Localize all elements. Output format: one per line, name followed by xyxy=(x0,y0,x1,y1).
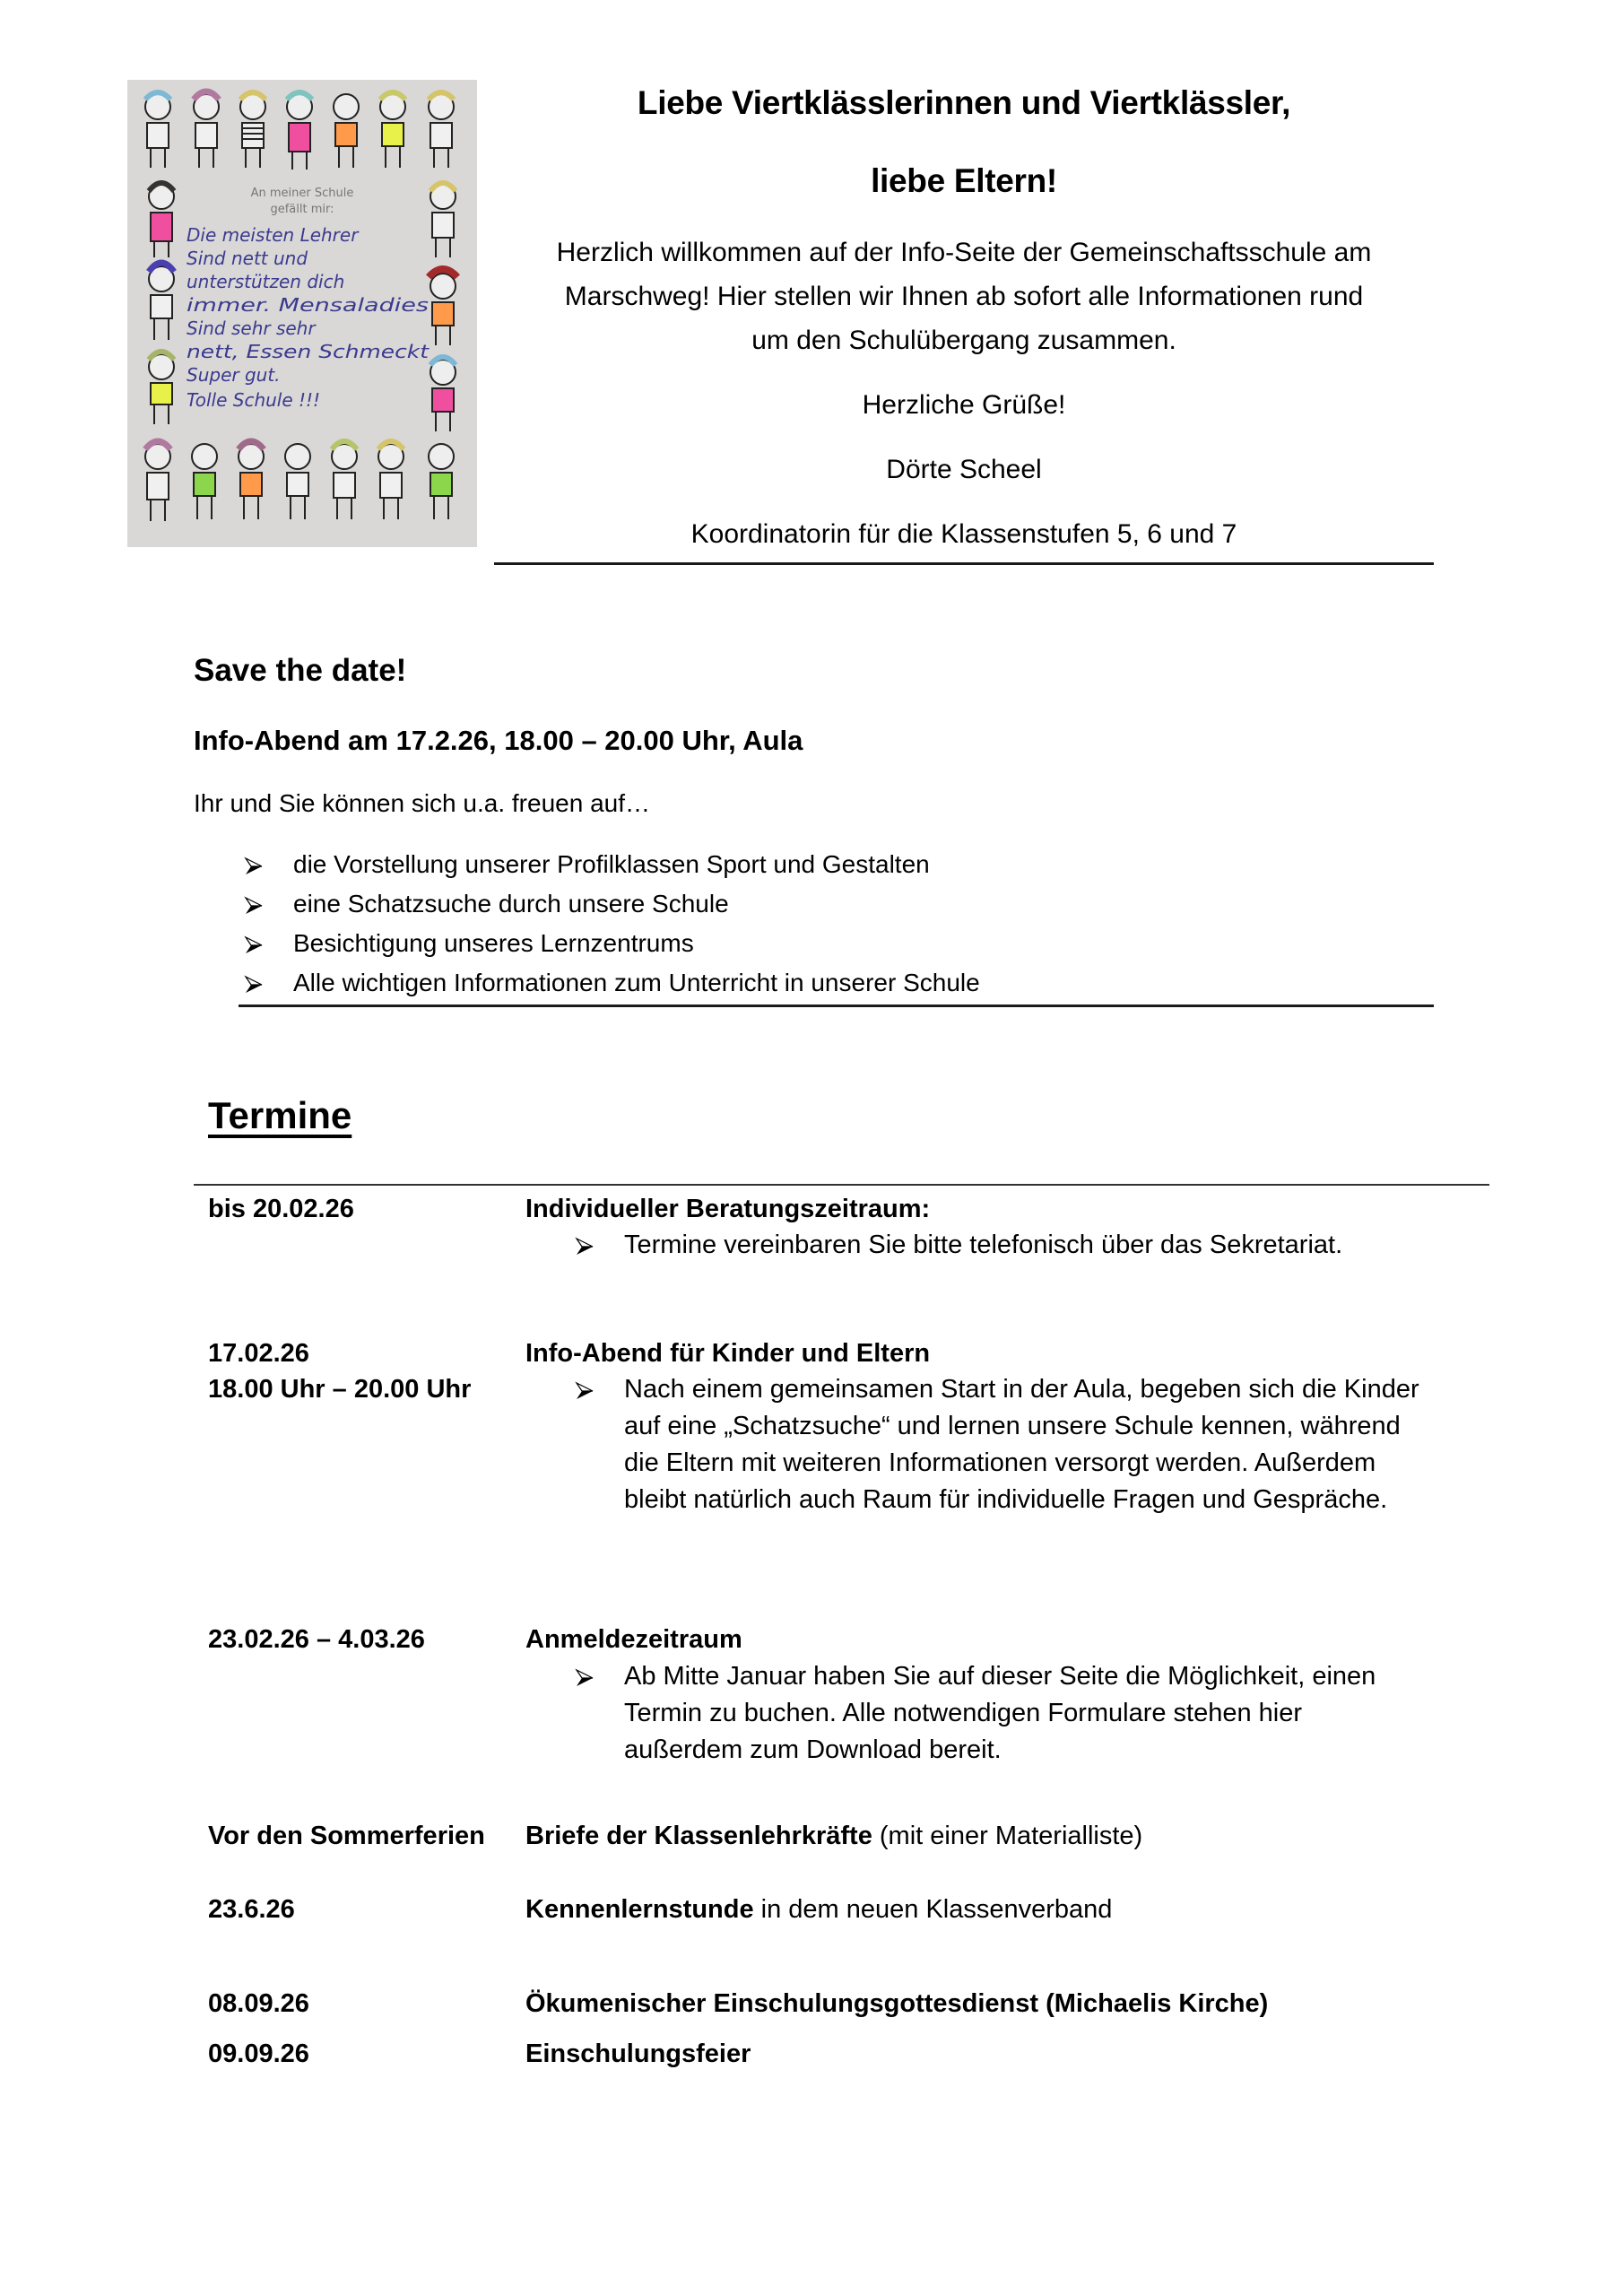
termine-row-title: Kennenlernstunde xyxy=(525,1895,754,1924)
termine-row-bullet-text: Termin zu buchen. Alle notwendigen Formulare stehen hier xyxy=(624,1699,1303,1727)
page-title-line1: Liebe Viertklässlerinnen und Viertklässler, xyxy=(637,84,1291,121)
list-item: Besichtigung unseres Lernzentrums xyxy=(293,929,694,957)
termine-row-bullet-text: bleibt natürlich auch Raum für individuelle Fragen und Gespräche. xyxy=(624,1485,1388,1514)
termine-row-title-wrap xyxy=(525,1822,1142,1851)
termine-row-title: Briefe der Klassenlehrkräfte xyxy=(525,1822,872,1850)
arrowhead-bullet-icon xyxy=(575,1668,595,1688)
greeting: Herzliche Grüße! xyxy=(862,390,1066,420)
termine-row-bullet-text: Termine vereinbaren Sie bitte telefonisch über das Sekretariat. xyxy=(624,1231,1343,1259)
save-the-date-divider xyxy=(239,1004,1434,1007)
save-the-date-event: Info-Abend am 17.2.26, 18.00 – 20.00 Uhr, Aula xyxy=(194,725,803,756)
termine-row-title: Anmeldezeitraum xyxy=(525,1625,742,1654)
arrowhead-bullet-icon xyxy=(244,935,264,955)
page-title-line2: liebe Eltern! xyxy=(871,162,1057,199)
signature-name: Dörte Scheel xyxy=(886,455,1042,484)
termine-row-date: 08.09.26 xyxy=(208,1989,309,2018)
svg-text:immer. Mensaladies: immer. Mensaladies xyxy=(187,294,429,316)
arrowhead-bullet-icon xyxy=(575,1381,595,1401)
list-item: die Vorstellung unserer Profilklassen Sport und Gestalten xyxy=(293,850,930,878)
termine-divider xyxy=(194,1184,1489,1186)
intro-line-1: Herzlich willkommen auf der Info-Seite der Gemeinschaftsschule am xyxy=(556,238,1372,267)
save-the-date-lead: Ihr und Sie können sich u.a. freuen auf… xyxy=(194,789,650,817)
termine-row-bullet-text: Ab Mitte Januar haben Sie auf dieser Seite die Möglichkeit, einen xyxy=(624,1662,1376,1691)
termine-row-date: 09.09.26 xyxy=(208,2039,309,2068)
termine-row-title: Einschulungsfeier xyxy=(525,2039,751,2068)
termine-row-title: Individueller Beratungszeitraum: xyxy=(525,1195,931,1223)
termine-row-date: 23.02.26 – 4.03.26 xyxy=(208,1625,425,1654)
termine-row-title: Ökumenischer Einschulungsgottesdienst (Michaelis Kirche) xyxy=(525,1989,1269,2018)
header-divider xyxy=(494,562,1434,565)
svg-text:Sind nett und: Sind nett und xyxy=(187,248,308,269)
termine-row-bullet-text: Nach einem gemeinsamen Start in der Aula, begeben sich die Kinder xyxy=(624,1375,1419,1404)
svg-text:Tolle Schule !!!: Tolle Schule !!! xyxy=(187,389,321,411)
intro-line-3: um den Schulübergang zusammen. xyxy=(751,326,1176,355)
list-item: Alle wichtigen Informationen zum Unterricht in unserer Schule xyxy=(293,969,980,996)
termine-row-bullet-text: die Eltern mit weiteren Informationen versorgt werden. Außerdem xyxy=(624,1448,1376,1477)
svg-text:Sind sehr sehr: Sind sehr sehr xyxy=(187,317,316,339)
drawing-illustration xyxy=(127,80,477,547)
termine-row-date: 23.6.26 xyxy=(208,1895,295,1924)
termine-row-title-suffix: in dem neuen Klassenverband xyxy=(753,1895,1113,1924)
termine-row-date: Vor den Sommerferien xyxy=(208,1822,485,1850)
termine-row-date: 17.02.26 xyxy=(208,1339,309,1368)
termine-row-bullet-text: auf eine „Schatzsuche“ und lernen unsere Schule kennen, während xyxy=(624,1412,1401,1440)
list-item: eine Schatzsuche durch unsere Schule xyxy=(293,890,729,918)
arrowhead-bullet-icon xyxy=(244,857,264,876)
save-the-date-heading: Save the date! xyxy=(194,653,407,688)
termine-heading: Termine xyxy=(208,1094,352,1136)
svg-text:gefällt mir:: gefällt mir: xyxy=(270,203,334,216)
svg-text:unterstützen dich: unterstützen dich xyxy=(187,271,345,292)
svg-text:Die meisten Lehrer: Die meisten Lehrer xyxy=(187,224,359,246)
svg-text:Super gut.: Super gut. xyxy=(187,364,281,386)
termine-row-date: bis 20.02.26 xyxy=(208,1195,354,1223)
arrowhead-bullet-icon xyxy=(575,1237,595,1257)
arrowhead-bullet-icon xyxy=(244,896,264,916)
signature-role: Koordinatorin für die Klassenstufen 5, 6 und 7 xyxy=(690,519,1237,549)
svg-text:An meiner Schule: An meiner Schule xyxy=(250,187,354,200)
intro-line-2: Marschweg! Hier stellen wir Ihnen ab sofort alle Informationen rund xyxy=(564,282,1364,311)
termine-row-time: 18.00 Uhr – 20.00 Uhr xyxy=(208,1375,472,1404)
termine-row-bullet-text: außerdem zum Download bereit. xyxy=(624,1735,1002,1764)
termine-row-title-wrap xyxy=(525,1895,1112,1925)
termine-row-title-suffix: (mit einer Materialliste) xyxy=(872,1822,1143,1850)
svg-text:nett, Essen Schmeckt: nett, Essen Schmeckt xyxy=(187,341,430,362)
arrowhead-bullet-icon xyxy=(244,975,264,995)
termine-row-title: Info-Abend für Kinder und Eltern xyxy=(525,1339,931,1368)
childs-drawing-photo xyxy=(127,80,477,547)
